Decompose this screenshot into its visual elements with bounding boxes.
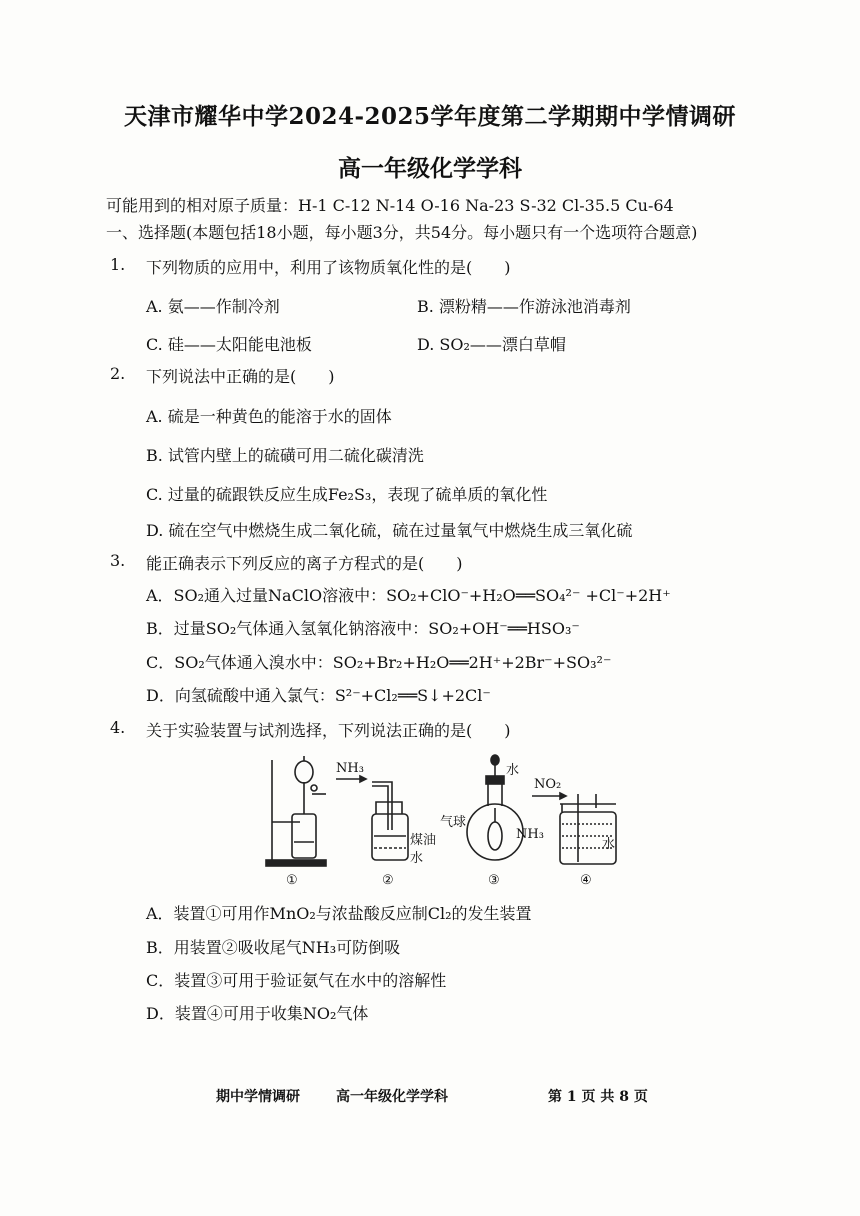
apparatus-1-stand (266, 756, 326, 866)
question-stem: 下列说法中正确的是( ) (146, 367, 335, 386)
option-c: C．装置③可用于验证氨气在水中的溶解性 (146, 971, 447, 990)
label-balloon: 气球 (440, 815, 467, 830)
label-water-dropper: 水 (506, 763, 520, 778)
device-number-3: ③ (488, 873, 500, 888)
footer-left: 期中学情调研 (216, 1089, 300, 1105)
option-a: A. 氨——作制冷剂 (146, 297, 280, 316)
device-number-2: ② (382, 873, 394, 888)
option-c: C. 过量的硫跟铁反应生成Fe₂S₃，表现了硫单质的氧化性 (146, 485, 548, 504)
option-a: A. 硫是一种黄色的能溶于水的固体 (146, 407, 392, 426)
option-d: D. SO₂——漂白草帽 (417, 335, 566, 354)
option-d: D．向氢硫酸中通入氯气：S²⁻+Cl₂══S↓+2Cl⁻ (146, 686, 491, 705)
option-b: B．过量SO₂气体通入氢氧化钠溶液中：SO₂+OH⁻══HSO₃⁻ (146, 619, 580, 638)
option-a: A．SO₂通入过量NaClO溶液中：SO₂+ClO⁻+H₂O══SO₄²⁻ +Cl⁻+2H⁺ (146, 586, 671, 605)
device-number-4: ④ (580, 873, 592, 888)
label-nh3-flask: NH₃ (516, 827, 544, 842)
option-d: D. 硫在空气中燃烧生成二氧化硫，硫在过量氧气中燃烧生成三氧化硫 (146, 521, 633, 540)
label-nh3: NH₃ (336, 761, 364, 776)
label-water-bottle: 水 (602, 837, 616, 852)
page-subtitle: 高一年级化学学科 (338, 155, 522, 182)
option-c: C. 硅——太阳能电池板 (146, 335, 312, 354)
label-no2: NO₂ (534, 777, 562, 792)
option-c: C．SO₂气体通入溴水中：SO₂+Br₂+H₂O══2H⁺+2Br⁻+SO₃²⁻ (146, 653, 612, 672)
apparatus-figure (260, 752, 630, 892)
option-b: B. 漂粉精——作游泳池消毒剂 (417, 297, 631, 316)
atomic-masses: 可能用到的相对原子质量：H-1 C-12 N-14 O-16 Na-23 S-32 Cl-35.5 Cu-64 (106, 196, 674, 215)
question-number: 4. (110, 718, 126, 737)
label-kerosene: 煤油 (410, 833, 437, 848)
question-number: 1. (110, 255, 126, 274)
device-number-1: ① (286, 873, 298, 888)
option-a: A．装置①可用作MnO₂与浓盐酸反应制Cl₂的发生装置 (146, 904, 532, 923)
question-stem: 关于实验装置与试剂选择，下列说法正确的是( ) (146, 721, 511, 740)
option-b: B. 试管内壁上的硫磺可用二硫化碳清洗 (146, 446, 424, 465)
question-stem: 下列物质的应用中，利用了该物质氧化性的是( ) (146, 258, 511, 277)
label-water: 水 (410, 851, 424, 866)
question-number: 3. (110, 551, 126, 570)
apparatus-4-collector (532, 793, 616, 864)
question-number: 2. (110, 364, 126, 383)
option-b: B．用装置②吸收尾气NH₃可防倒吸 (146, 938, 401, 957)
apparatus-2-bottle (336, 776, 408, 860)
option-d: D．装置④可用于收集NO₂气体 (146, 1004, 369, 1023)
section-heading: 一、选择题(本题包括18小题，每小题3分，共54分。每小题只有一个选项符合题意) (106, 223, 698, 242)
footer-center: 高一年级化学学科 (336, 1089, 448, 1105)
page-title: 天津市耀华中学2024-2025学年度第二学期期中学情调研 (123, 103, 737, 130)
footer-page-number: 第 1 页 共 8 页 (548, 1089, 648, 1105)
question-stem: 能正确表示下列反应的离子方程式的是( ) (146, 554, 463, 573)
